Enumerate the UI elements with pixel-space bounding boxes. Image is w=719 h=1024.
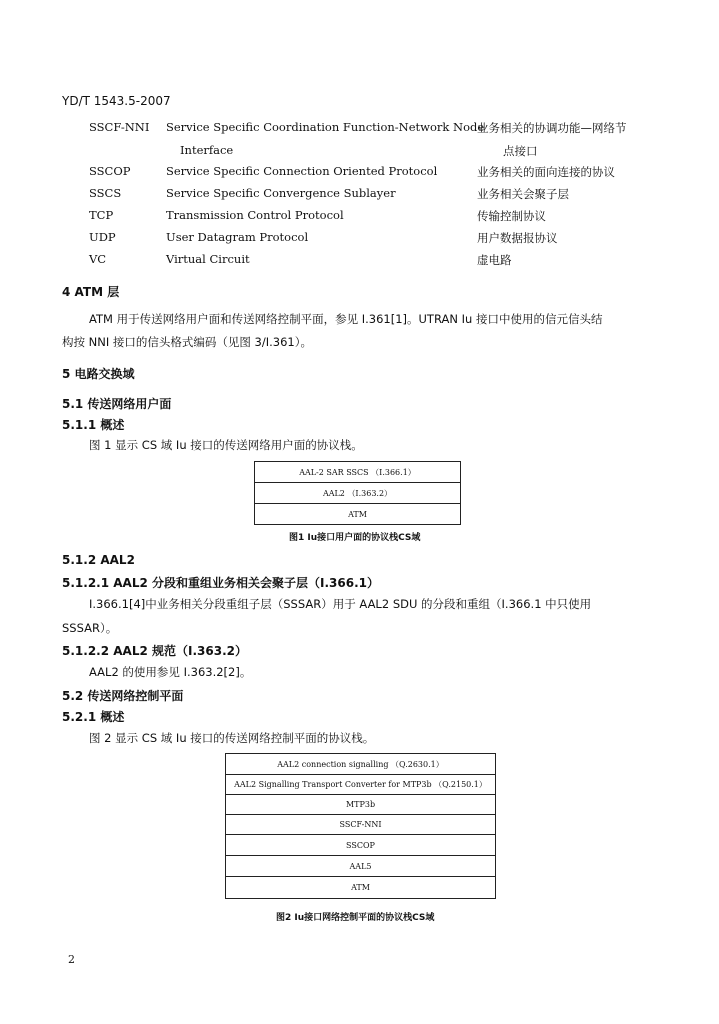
section-5-1-1-paragraph: 图 1 显示 CS 域 Iu 接口的传送网络用户面的协议栈。 bbox=[89, 438, 363, 452]
abbr-english: Service Specific Connection Oriented Protocol bbox=[166, 164, 438, 178]
fig2-layer-atm: ATM bbox=[351, 883, 370, 892]
abbreviation-row-continuation bbox=[0, 143, 719, 163]
section-5-1-1-heading: 5.1.1 概述 bbox=[62, 418, 125, 432]
section-4-paragraph-line1: ATM 用于传送网络用户面和传送网络控制平面，参见 I.361[1]。UTRAN Iu 接口中使用的信元信头结 bbox=[89, 312, 603, 326]
fig2-layer-aal2-signalling-transport-converter: AAL2 Signalling Transport Converter for MTP3b （Q.2150.1） bbox=[226, 775, 495, 795]
section-5-2-heading: 5.2 传送网络控制平面 bbox=[62, 689, 184, 703]
abbr-english-cont: Interface bbox=[180, 143, 234, 157]
figure-1-caption: 图1 Iu接口用户面的协议栈CS域 bbox=[289, 533, 421, 543]
abbr-term: VC bbox=[89, 252, 107, 266]
page-number: 2 bbox=[68, 953, 75, 966]
abbr-term: SSCOP bbox=[89, 164, 131, 178]
abbr-english: User Datagram Protocol bbox=[166, 230, 309, 244]
section-5-heading: 5 电路交换域 bbox=[62, 367, 135, 381]
abbreviation-row bbox=[0, 186, 719, 206]
abbreviation-row bbox=[0, 208, 719, 228]
abbreviation-row bbox=[0, 164, 719, 184]
fig2-layer-aal5: AAL5 bbox=[226, 856, 495, 877]
section-5-2-1-heading: 5.2.1 概述 bbox=[62, 710, 125, 724]
fig1-layer-aal2: AAL2 （I.363.2） bbox=[255, 483, 460, 504]
section-4-heading: 4 ATM 层 bbox=[62, 285, 120, 299]
figure-2-protocol-stack bbox=[225, 753, 496, 899]
abbr-chinese: 业务相关会聚子层 bbox=[477, 187, 569, 201]
abbr-term: SSCF-NNI bbox=[89, 120, 150, 134]
abbr-chinese: 虚电路 bbox=[477, 253, 512, 267]
abbr-chinese: 业务相关的面向连接的协议 bbox=[477, 165, 615, 179]
section-5-1-heading: 5.1 传送网络用户面 bbox=[62, 397, 172, 411]
section-5-1-2-2-paragraph: AAL2 的使用参见 I.363.2[2]。 bbox=[89, 665, 252, 679]
document-id: YD/T 1543.5-2007 bbox=[62, 94, 171, 108]
section-5-1-2-1-paragraph-line2: SSSAR）。 bbox=[62, 621, 118, 635]
abbreviation-row bbox=[0, 252, 719, 272]
fig1-layer-aal2-sar-sscs: AAL-2 SAR SSCS （I.366.1） bbox=[255, 462, 460, 483]
abbr-english: Service Specific Coordination Function-Network Node bbox=[166, 120, 485, 134]
fig1-layer-atm: ATM bbox=[348, 509, 367, 519]
figure-2-caption: 图2 Iu接口网络控制平面的协议栈CS域 bbox=[276, 913, 435, 923]
fig2-layer-sscop: SSCOP bbox=[226, 835, 495, 856]
abbr-chinese: 用户数据报协议 bbox=[477, 231, 558, 245]
abbreviation-row bbox=[0, 120, 719, 140]
fig2-layer-mtp3b: MTP3b bbox=[226, 795, 495, 815]
abbr-term: TCP bbox=[89, 208, 114, 222]
abbr-term: UDP bbox=[89, 230, 116, 244]
abbr-english: Virtual Circuit bbox=[166, 252, 250, 266]
section-5-1-2-1-heading: 5.1.2.1 AAL2 分段和重组业务相关会聚子层（I.366.1） bbox=[62, 576, 379, 590]
abbr-chinese: 业务相关的协调功能—网络节 bbox=[477, 121, 627, 135]
section-5-1-2-1-paragraph-line1: I.366.1[4]中业务相关分段重组子层（SSSAR）用于 AAL2 SDU 的分段和重组（I.366.1 中只使用 bbox=[89, 597, 592, 611]
section-5-1-2-2-heading: 5.1.2.2 AAL2 规范（I.363.2） bbox=[62, 644, 247, 658]
abbr-term: SSCS bbox=[89, 186, 122, 200]
abbr-chinese-cont: 点接口 bbox=[503, 144, 538, 158]
abbr-english: Transmission Control Protocol bbox=[166, 208, 344, 222]
figure-1-protocol-stack bbox=[254, 461, 461, 525]
abbr-english: Service Specific Convergence Sublayer bbox=[166, 186, 396, 200]
section-5-1-2-heading: 5.1.2 AAL2 bbox=[62, 553, 135, 567]
abbreviation-row bbox=[0, 230, 719, 250]
abbr-chinese: 传输控制协议 bbox=[477, 209, 546, 223]
section-5-2-1-paragraph: 图 2 显示 CS 域 Iu 接口的传送网络控制平面的协议栈。 bbox=[89, 731, 375, 745]
section-4-paragraph-line2: 构按 NNI 接口的信头格式编码（见图 3/I.361）。 bbox=[62, 335, 312, 349]
fig2-layer-aal2-connection-signalling: AAL2 connection signalling （Q.2630.1） bbox=[226, 754, 495, 775]
fig2-layer-sscf-nni: SSCF-NNI bbox=[226, 815, 495, 835]
